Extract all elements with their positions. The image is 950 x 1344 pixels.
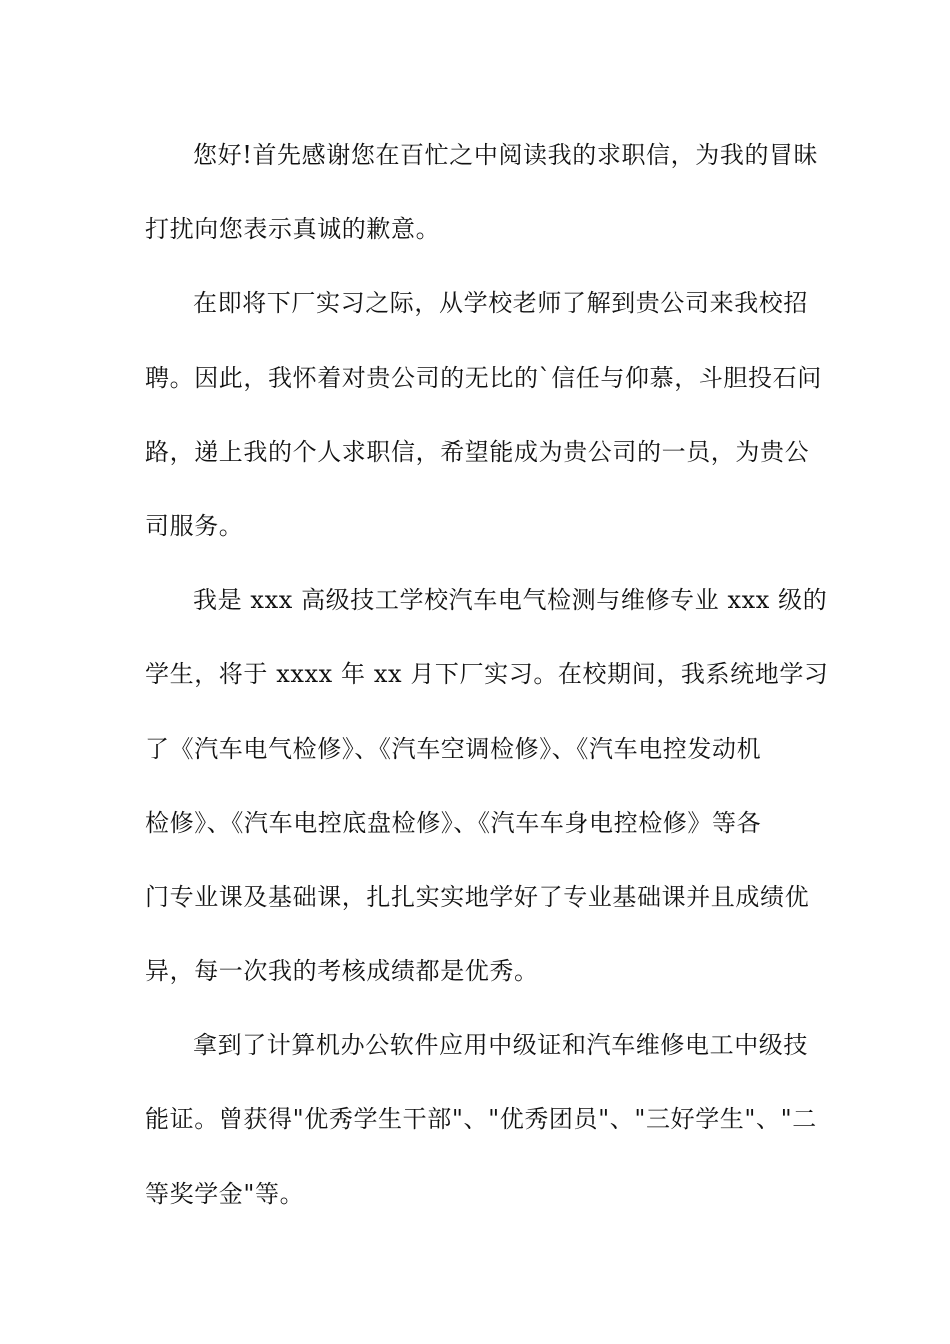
paragraph-line: 能证。曾获得"优秀学生干部"、"优秀团员"、"三好学生"、"二 <box>145 1105 817 1134</box>
paragraph-line: 门专业课及基础课，扎扎实实地学好了专业基础课并且成绩优 <box>145 882 810 911</box>
paragraph-line: 了《汽车电气检修》、《汽车空调检修》、《汽车电控发动机 <box>145 734 762 763</box>
paragraph-line: 您好!首先感谢您在百忙之中阅读我的求职信，为我的冒昧 <box>193 141 819 169</box>
paragraph-line: 聘。因此，我怀着对贵公司的无比的`信任与仰慕，斗胆投石问 <box>145 363 822 392</box>
paragraph-line: 打扰向您表示真诚的歉意。 <box>145 215 441 244</box>
paragraph-line: 司服务。 <box>145 511 244 540</box>
paragraph-intent <box>145 266 822 563</box>
paragraph-line: 路，递上我的个人求职信，希望能成为贵公司的一员，为贵公 <box>145 437 810 466</box>
paragraph-line: 在即将下厂实习之际，从学校老师了解到贵公司来我校招 <box>193 289 808 318</box>
paragraph-line: 等奖学金"等。 <box>145 1179 305 1208</box>
paragraph-line: 我是 xxx 高级技工学校汽车电气检测与维修专业 xxx 级的 <box>193 586 828 615</box>
paragraph-greeting <box>145 118 819 266</box>
paragraph-certificates <box>145 1008 817 1231</box>
paragraph-education <box>145 563 829 1008</box>
document-body <box>145 118 829 1231</box>
paragraph-line: 学生，将于 xxxx 年 xx 月下厂实习。在校期间，我系统地学习 <box>145 660 829 689</box>
paragraph-line: 检修》、《汽车电控底盘检修》、《汽车车身电控检修》等各 <box>145 808 762 837</box>
paragraph-line: 拿到了计算机办公软件应用中级证和汽车维修电工中级技 <box>193 1031 808 1060</box>
paragraph-line: 异，每一次我的考核成绩都是优秀。 <box>145 957 539 986</box>
